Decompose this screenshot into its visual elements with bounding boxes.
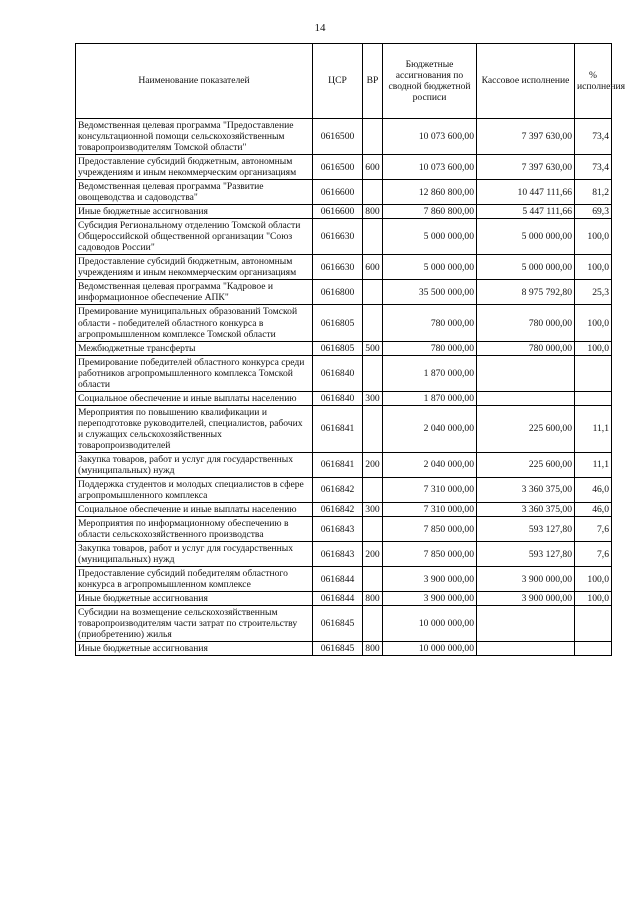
cell-csr: 0616630	[313, 255, 363, 280]
cell-cash: 3 900 000,00	[477, 592, 575, 606]
cell-csr: 0616840	[313, 355, 363, 391]
cell-cash: 225 600,00	[477, 452, 575, 477]
table-row	[76, 205, 612, 219]
cell-cash: 780 000,00	[477, 341, 575, 355]
header-name: Наименование показателей	[76, 44, 313, 119]
cell-budget: 780 000,00	[383, 305, 477, 341]
table-row	[76, 341, 612, 355]
cell-budget: 10 000 000,00	[383, 606, 477, 642]
cell-name: Ведомственная целевая программа "Развитие овощеводства и садоводства"	[76, 180, 313, 205]
cell-vr: 300	[363, 391, 383, 405]
cell-csr: 0616500	[313, 119, 363, 155]
cell-pct: 100,0	[575, 592, 612, 606]
table-row	[76, 567, 612, 592]
header-csr: ЦСР	[313, 44, 363, 119]
cell-vr	[363, 180, 383, 205]
cell-name: Иные бюджетные ассигнования	[76, 642, 313, 656]
cell-pct	[575, 355, 612, 391]
cell-vr: 200	[363, 452, 383, 477]
cell-csr: 0616841	[313, 452, 363, 477]
table-row	[76, 405, 612, 452]
cell-cash: 8 975 792,80	[477, 280, 575, 305]
cell-csr: 0616844	[313, 567, 363, 592]
header-cash: Кассовое исполнение	[477, 44, 575, 119]
cell-vr: 300	[363, 502, 383, 516]
cell-cash	[477, 355, 575, 391]
cell-pct	[575, 606, 612, 642]
cell-pct: 46,0	[575, 477, 612, 502]
cell-cash: 10 447 111,66	[477, 180, 575, 205]
cell-name: Межбюджетные трансферты	[76, 341, 313, 355]
cell-cash: 593 127,80	[477, 517, 575, 542]
cell-pct: 100,0	[575, 567, 612, 592]
cell-vr: 800	[363, 642, 383, 656]
table-row	[76, 155, 612, 180]
cell-vr	[363, 355, 383, 391]
cell-name: Иные бюджетные ассигнования	[76, 205, 313, 219]
cell-cash: 5 000 000,00	[477, 219, 575, 255]
cell-budget: 3 900 000,00	[383, 567, 477, 592]
cell-csr: 0616842	[313, 502, 363, 516]
table-row	[76, 477, 612, 502]
cell-csr: 0616500	[313, 155, 363, 180]
cell-csr: 0616600	[313, 205, 363, 219]
cell-name: Ведомственная целевая программа "Предоставление консультационной помощи сельскохозяйственным товаропроизводителям Томской области"	[76, 119, 313, 155]
table-row	[76, 180, 612, 205]
cell-cash: 5 000 000,00	[477, 255, 575, 280]
cell-budget: 10 000 000,00	[383, 642, 477, 656]
cell-csr: 0616630	[313, 219, 363, 255]
table-row	[76, 452, 612, 477]
table-row	[76, 219, 612, 255]
table-row	[76, 391, 612, 405]
cell-name: Закупка товаров, работ и услуг для государственных (муниципальных) нужд	[76, 452, 313, 477]
cell-vr	[363, 405, 383, 452]
cell-csr: 0616845	[313, 606, 363, 642]
cell-cash: 5 447 111,66	[477, 205, 575, 219]
cell-cash: 780 000,00	[477, 305, 575, 341]
cell-vr: 600	[363, 255, 383, 280]
cell-vr: 500	[363, 341, 383, 355]
table-row	[76, 542, 612, 567]
cell-name: Поддержка студентов и молодых специалистов в сфере агропромышленного комплекса	[76, 477, 313, 502]
cell-pct: 46,0	[575, 502, 612, 516]
header-vr: ВР	[363, 44, 383, 119]
cell-budget: 5 000 000,00	[383, 255, 477, 280]
cell-pct	[575, 391, 612, 405]
cell-vr	[363, 119, 383, 155]
cell-vr: 600	[363, 155, 383, 180]
cell-name: Предоставление субсидий бюджетным, автономным учреждениям и иным некоммерческим организациям	[76, 155, 313, 180]
cell-pct: 100,0	[575, 341, 612, 355]
cell-name: Премирование победителей областного конкурса среди работников агропромышленного комплекса Томской области	[76, 355, 313, 391]
cell-budget: 7 310 000,00	[383, 477, 477, 502]
table-header-row	[76, 44, 612, 119]
cell-vr	[363, 567, 383, 592]
cell-budget: 2 040 000,00	[383, 405, 477, 452]
cell-pct: 73,4	[575, 155, 612, 180]
cell-budget: 10 073 600,00	[383, 119, 477, 155]
cell-budget: 7 850 000,00	[383, 542, 477, 567]
table-row	[76, 280, 612, 305]
cell-cash	[477, 391, 575, 405]
cell-vr	[363, 280, 383, 305]
cell-cash: 3 360 375,00	[477, 502, 575, 516]
cell-pct: 7,6	[575, 517, 612, 542]
cell-vr	[363, 219, 383, 255]
cell-csr: 0616841	[313, 405, 363, 452]
cell-name: Субсидия Региональному отделению Томской области Общероссийской общественной организации "Союз садоводов России"	[76, 219, 313, 255]
table-row	[76, 355, 612, 391]
cell-pct: 100,0	[575, 255, 612, 280]
cell-pct: 81,2	[575, 180, 612, 205]
cell-csr: 0616843	[313, 517, 363, 542]
cell-budget: 1 870 000,00	[383, 391, 477, 405]
cell-vr: 200	[363, 542, 383, 567]
cell-cash: 3 360 375,00	[477, 477, 575, 502]
table-row	[76, 606, 612, 642]
table-row	[76, 642, 612, 656]
cell-csr: 0616805	[313, 341, 363, 355]
cell-name: Субсидии на возмещение сельскохозяйственным товаропроизводителям части затрат по строительству (приобретению) жилья	[76, 606, 313, 642]
cell-vr	[363, 517, 383, 542]
cell-cash: 593 127,80	[477, 542, 575, 567]
page-number: 14	[314, 22, 326, 34]
budget-execution-table	[75, 43, 626, 656]
cell-cash	[477, 642, 575, 656]
cell-name: Предоставление субсидий победителям областного конкурса в агропромышленном комплексе	[76, 567, 313, 592]
cell-cash: 7 397 630,00	[477, 119, 575, 155]
cell-name: Иные бюджетные ассигнования	[76, 592, 313, 606]
cell-vr	[363, 477, 383, 502]
cell-vr: 800	[363, 592, 383, 606]
cell-name: Премирование муниципальных образований Томской области - победителей областного конкурса в агропромышленном комплексе Томской области	[76, 305, 313, 341]
header-pct: % исполнения	[575, 44, 612, 119]
cell-name: Социальное обеспечение и иные выплаты населению	[76, 502, 313, 516]
cell-pct: 7,6	[575, 542, 612, 567]
table-row	[76, 119, 612, 155]
header-budget: Бюджетные ассигнования по сводной бюджетной росписи	[383, 44, 477, 119]
cell-budget: 7 850 000,00	[383, 517, 477, 542]
cell-budget: 10 073 600,00	[383, 155, 477, 180]
cell-pct: 73,4	[575, 119, 612, 155]
cell-pct: 11,1	[575, 452, 612, 477]
cell-csr: 0616843	[313, 542, 363, 567]
cell-vr: 800	[363, 205, 383, 219]
cell-cash: 7 397 630,00	[477, 155, 575, 180]
cell-csr: 0616842	[313, 477, 363, 502]
cell-csr: 0616800	[313, 280, 363, 305]
cell-budget: 780 000,00	[383, 341, 477, 355]
table-body	[76, 119, 612, 656]
cell-budget: 7 310 000,00	[383, 502, 477, 516]
cell-name: Ведомственная целевая программа "Кадровое и информационное обеспечение АПК"	[76, 280, 313, 305]
cell-csr: 0616844	[313, 592, 363, 606]
cell-csr: 0616600	[313, 180, 363, 205]
cell-name: Мероприятия по информационному обеспечению в области сельскохозяйственного производства	[76, 517, 313, 542]
cell-budget: 2 040 000,00	[383, 452, 477, 477]
cell-csr: 0616845	[313, 642, 363, 656]
cell-pct: 69,3	[575, 205, 612, 219]
cell-cash: 3 900 000,00	[477, 567, 575, 592]
cell-vr	[363, 305, 383, 341]
cell-budget: 3 900 000,00	[383, 592, 477, 606]
table-row	[76, 502, 612, 516]
table-row	[76, 592, 612, 606]
cell-name: Социальное обеспечение и иные выплаты населению	[76, 391, 313, 405]
cell-budget: 12 860 800,00	[383, 180, 477, 205]
cell-pct: 100,0	[575, 305, 612, 341]
cell-pct	[575, 642, 612, 656]
table-row	[76, 517, 612, 542]
cell-cash: 225 600,00	[477, 405, 575, 452]
cell-vr	[363, 606, 383, 642]
table-row	[76, 305, 612, 341]
cell-name: Закупка товаров, работ и услуг для государственных (муниципальных) нужд	[76, 542, 313, 567]
cell-budget: 5 000 000,00	[383, 219, 477, 255]
cell-name: Предоставление субсидий бюджетным, автономным учреждениям и иным некоммерческим организациям	[76, 255, 313, 280]
cell-budget: 1 870 000,00	[383, 355, 477, 391]
cell-budget: 35 500 000,00	[383, 280, 477, 305]
cell-budget: 7 860 800,00	[383, 205, 477, 219]
cell-csr: 0616840	[313, 391, 363, 405]
cell-pct: 25,3	[575, 280, 612, 305]
table-row	[76, 255, 612, 280]
cell-cash	[477, 606, 575, 642]
cell-pct: 11,1	[575, 405, 612, 452]
cell-csr: 0616805	[313, 305, 363, 341]
cell-pct: 100,0	[575, 219, 612, 255]
cell-name: Мероприятия по повышению квалификации и переподготовке руководителей, специалистов, рабочих и служащих сельскохозяйственных товаропроизводителей	[76, 405, 313, 452]
